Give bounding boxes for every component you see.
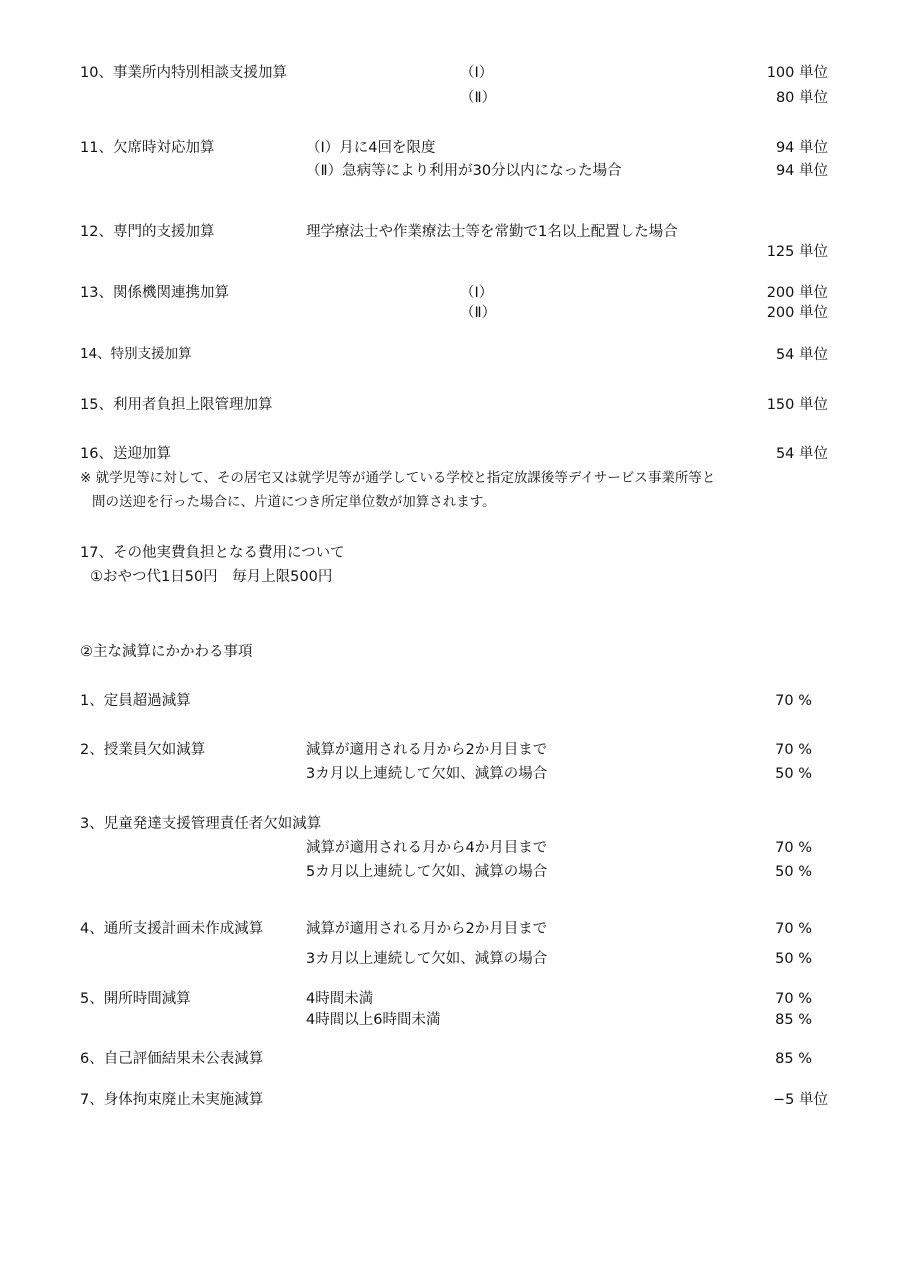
reduction-3-title: 3、児童発達支援管理責任者欠如減算 [80, 816, 322, 832]
reduction-5-val1: 70 % [775, 991, 812, 1007]
reduction-2-desc2: 3カ月以上連続して欠如、減算の場合 [306, 766, 548, 782]
reduction-5-val2: 85 % [775, 1012, 812, 1028]
addition-10-title: 10、事業所内特別相談支援加算 [80, 65, 287, 81]
reduction-7-title: 7、身体拘束廃止未実施減算 [80, 1092, 264, 1108]
addition-13-val1: 200 単位 [766, 285, 828, 301]
addition-13-sub2: （Ⅱ） [460, 305, 497, 321]
addition-16-title: 16、送迎加算 [80, 446, 171, 462]
reduction-4-desc1: 減算が適用される月から2か月目まで [306, 921, 548, 937]
reduction-3-val2: 50 % [775, 864, 812, 880]
reduction-4-val1: 70 % [775, 921, 812, 937]
addition-14-title: 14、特別支援加算 [80, 346, 192, 362]
addition-15-val: 150 単位 [766, 397, 828, 413]
reduction-2-desc1: 減算が適用される月から2か月目まで [306, 742, 548, 758]
reduction-5-title: 5、開所時間減算 [80, 991, 191, 1007]
reduction-6-title: 6、自己評価結果未公表減算 [80, 1051, 264, 1067]
reduction-3-val1: 70 % [775, 840, 812, 856]
addition-12-val: 125 単位 [766, 244, 828, 260]
reduction-3-desc1: 減算が適用される月から4か月目まで [306, 840, 548, 856]
addition-13-val2: 200 単位 [766, 305, 828, 321]
reduction-4-desc2: 3カ月以上連続して欠如、減算の場合 [306, 951, 548, 967]
addition-10-sub2: （Ⅱ） [460, 90, 497, 106]
addition-11-sub2: （Ⅱ）急病等により利用が30分以内になった場合 [306, 163, 622, 179]
addition-14-val: 54 単位 [775, 347, 828, 363]
addition-11-val1: 94 単位 [775, 140, 828, 156]
addition-12-desc: 理学療法士や作業療法士等を常勤で1名以上配置した場合 [306, 224, 678, 240]
reductions-heading: ②主な減算にかかわる事項 [80, 644, 253, 660]
reduction-3-desc2: 5カ月以上連続して欠如、減算の場合 [306, 864, 548, 880]
addition-10-val1: 100 単位 [766, 65, 828, 81]
reduction-1-val: 70 % [775, 693, 812, 709]
addition-16-note-line2: 間の送迎を行った場合に、片道につき所定単位数が加算されます。 [92, 494, 496, 510]
addition-12-title: 12、専門的支援加算 [80, 224, 215, 240]
addition-16-val: 54 単位 [775, 446, 828, 462]
addition-10-sub1: （Ⅰ） [460, 65, 494, 81]
reduction-4-val2: 50 % [775, 951, 812, 967]
reduction-7-val: −5 単位 [773, 1092, 828, 1108]
reduction-2-val1: 70 % [775, 742, 812, 758]
reduction-2-title: 2、授業員欠如減算 [80, 742, 206, 758]
addition-17-title: 17、その他実費負担となる費用について [80, 545, 345, 561]
addition-16-note-line1: ※ 就学児等に対して、その居宅又は就学児等が通学している学校と指定放課後等デイサービス事業所等と [80, 470, 716, 486]
addition-13-title: 13、関係機関連携加算 [80, 285, 229, 301]
addition-10-val2: 80 単位 [775, 90, 828, 106]
addition-11-title: 11、欠席時対応加算 [80, 140, 215, 156]
reduction-1-title: 1、定員超過減算 [80, 693, 191, 709]
reduction-4-title: 4、通所支援計画未作成減算 [80, 921, 264, 937]
reduction-2-val2: 50 % [775, 766, 812, 782]
addition-15-title: 15、利用者負担上限管理加算 [80, 397, 273, 413]
addition-13-sub1: （Ⅰ） [460, 285, 494, 301]
addition-11-val2: 94 単位 [775, 163, 828, 179]
addition-17-item: ①おやつ代1日50円 毎月上限500円 [90, 569, 333, 585]
reduction-6-val: 85 % [775, 1051, 812, 1067]
reduction-5-desc2: 4時間以上6時間未満 [306, 1012, 441, 1028]
reduction-5-desc1: 4時間未満 [306, 991, 374, 1007]
addition-11-sub1: （Ⅰ）月に4回を限度 [306, 140, 436, 156]
